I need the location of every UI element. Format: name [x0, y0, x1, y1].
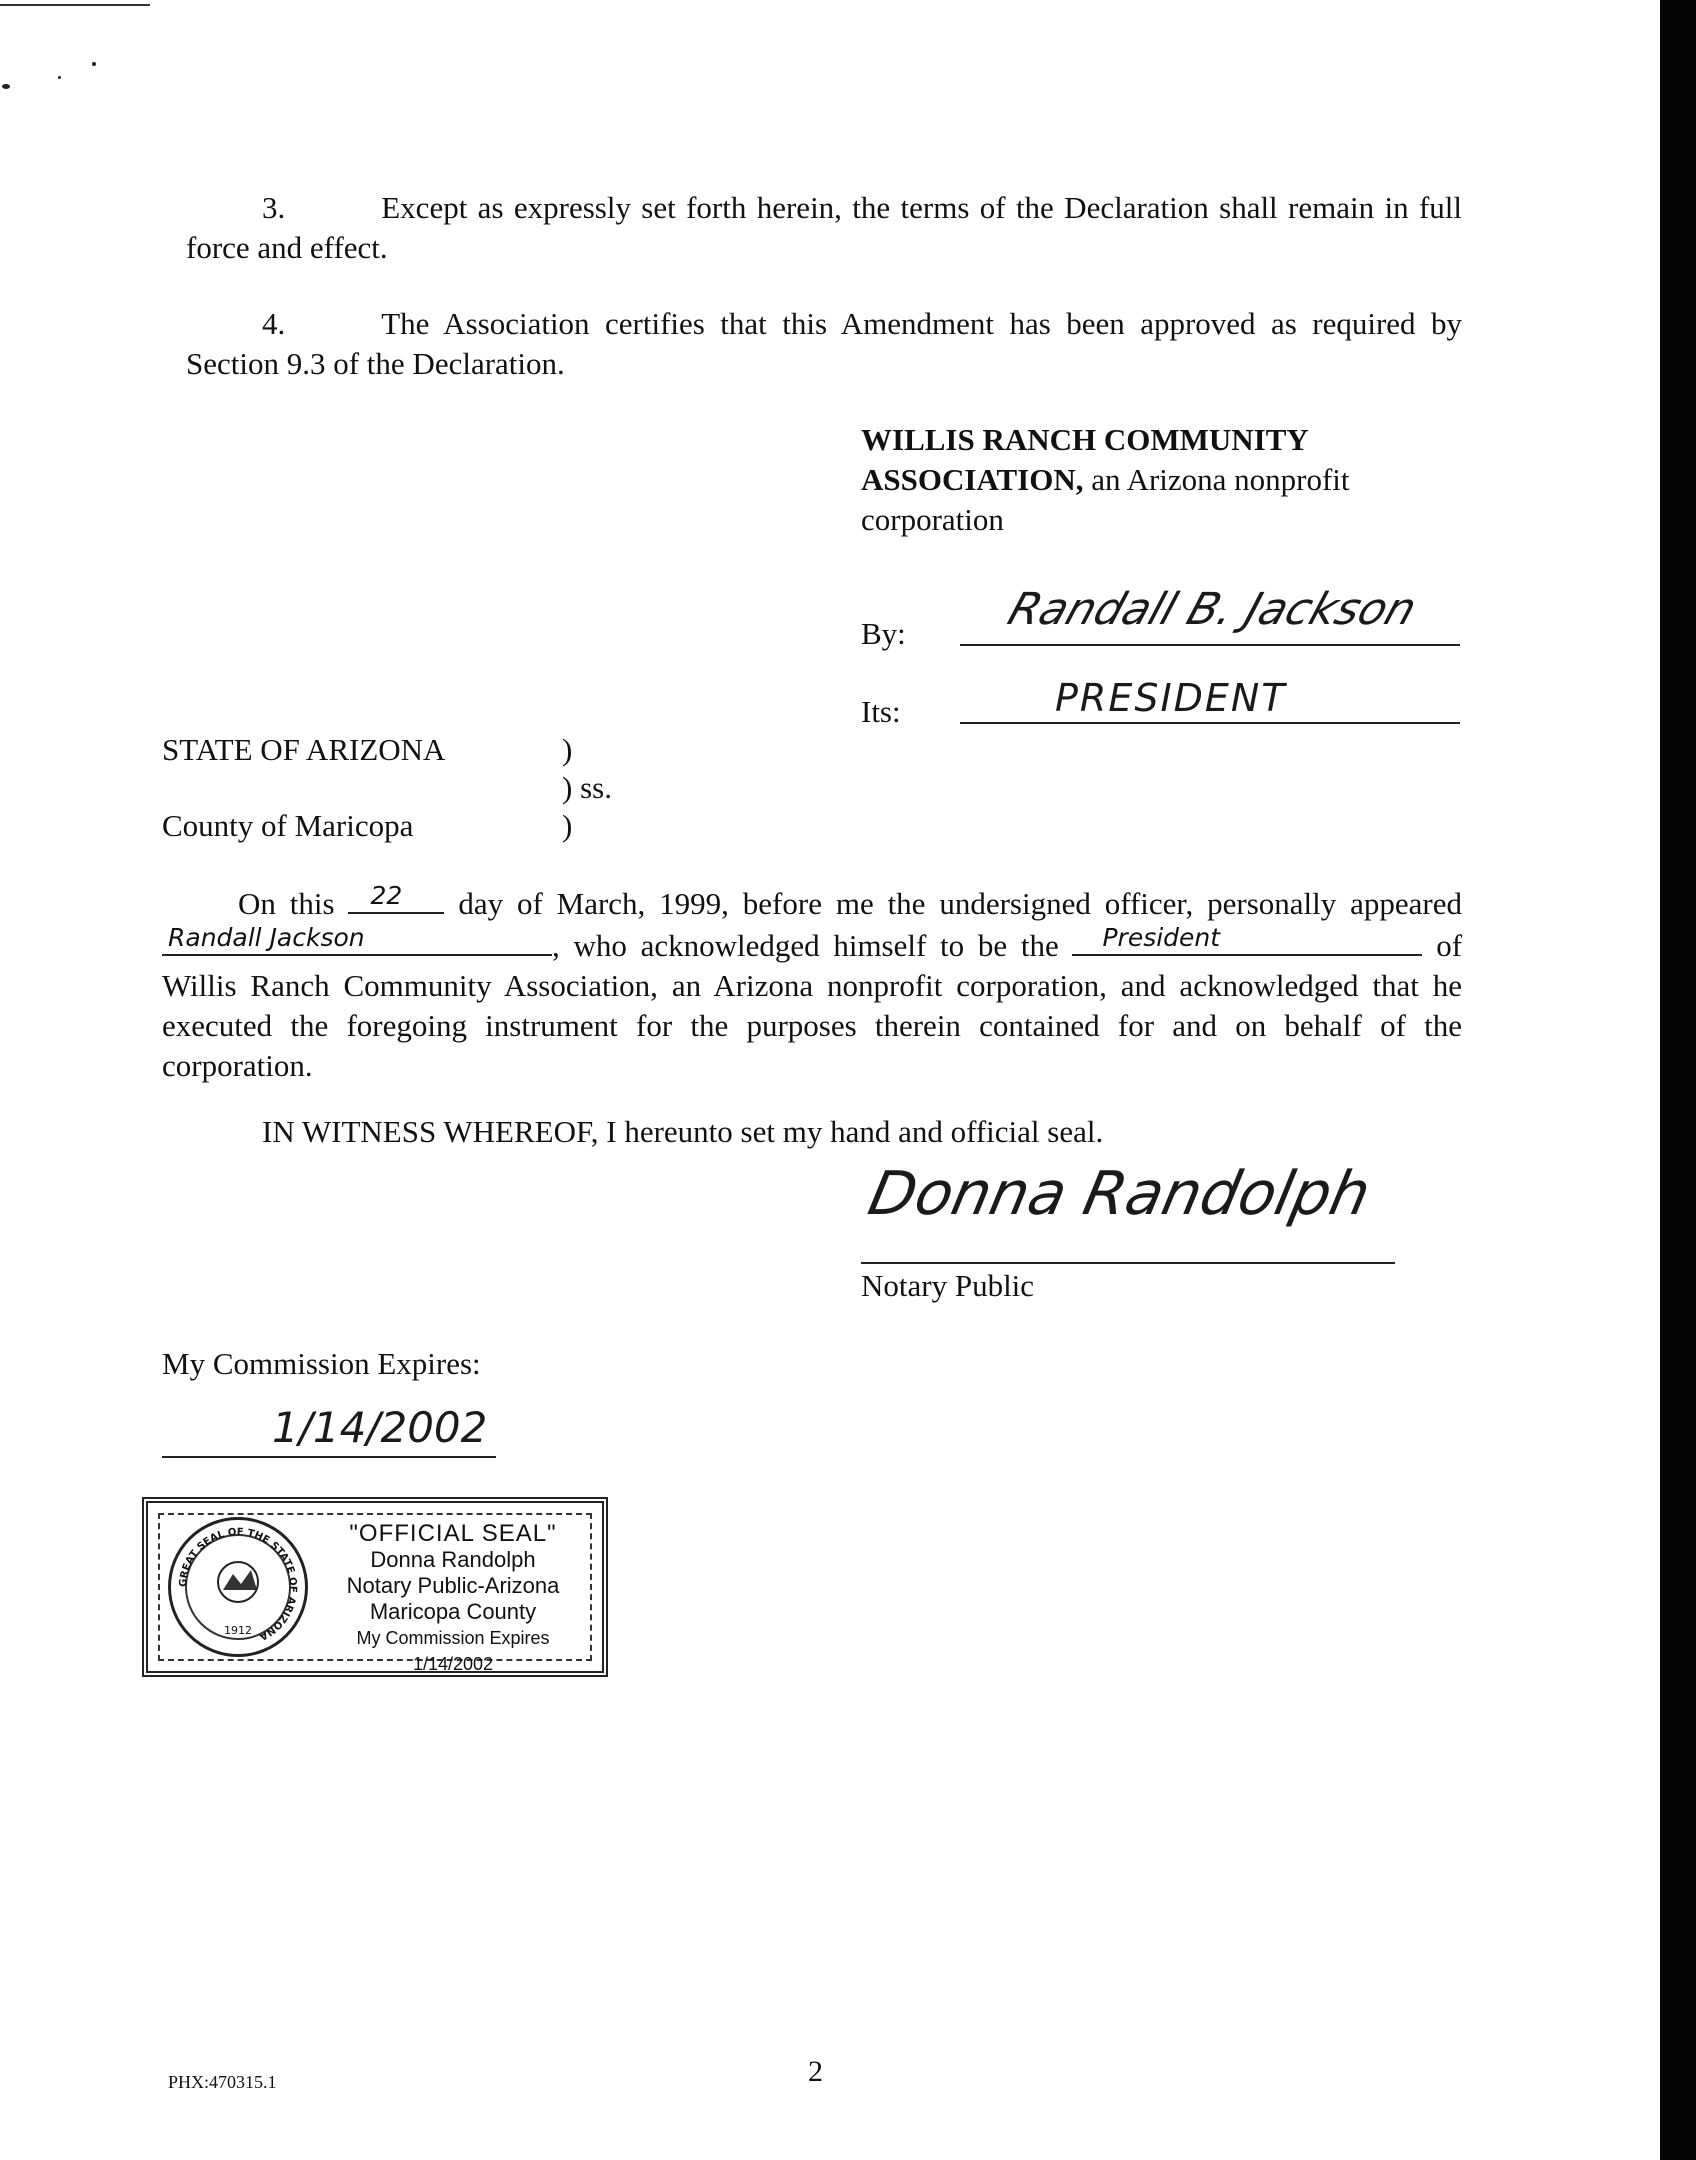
seal-emblem-icon	[171, 1520, 305, 1654]
by-signature-line	[960, 644, 1460, 646]
scan-artifact-line	[0, 4, 150, 6]
ack-text: On this	[238, 886, 335, 921]
day-blank	[348, 882, 444, 914]
seal-ring-text: GREAT SEAL OF THE STATE OF ARIZONA	[177, 1526, 299, 1642]
commission-date-line	[162, 1456, 496, 1458]
paragraph-number: 3.	[262, 190, 286, 225]
stamp-text	[318, 1521, 588, 1677]
venue-county: County of Maricopa	[162, 808, 414, 843]
paragraph-number: 4.	[262, 306, 286, 341]
commission-date-handwritten: 1/14/2002	[272, 1403, 488, 1452]
venue-paren: )	[562, 808, 573, 843]
ack-text: day of March, 1999, before me the undersigned officer, personally appeared	[458, 886, 1462, 921]
president-signature: Randall B. Jackson	[1001, 584, 1423, 635]
scan-speck	[2, 84, 10, 89]
organization-name: WILLIS RANCH COMMUNITY ASSOCIATION,	[861, 422, 1308, 497]
day-handwritten: 22	[370, 881, 403, 910]
stamp-line-expires: My Commission Expires 1/14/2002	[356, 1628, 550, 1674]
ack-text: , who acknowledged himself to be the	[552, 928, 1059, 963]
appeared-name-handwritten: Randall Jackson	[168, 923, 365, 952]
venue-state: STATE OF ARIZONA	[162, 732, 446, 767]
witness-statement: IN WITNESS WHEREOF, I hereunto set my hand and official seal.	[262, 1114, 1104, 1149]
its-line	[960, 722, 1460, 724]
scan-edge	[1660, 0, 1696, 2160]
venue-ss: ) ss.	[562, 770, 612, 805]
stamp-line-official-seal: "OFFICIAL SEAL"	[349, 1520, 557, 1547]
stamp-line-title: Notary Public-Arizona	[346, 1573, 560, 1598]
notary-signature: Donna Randolph	[862, 1159, 1377, 1229]
ack-text: of Willis Ranch Community Association, an Arizona nonprofit corporation, and acknowledged that he executed the foregoing instrument for the purposes therein contained for and on behalf of the corporation.	[162, 928, 1463, 1083]
paragraph-3	[186, 188, 1462, 268]
commission-label: My Commission Expires:	[162, 1346, 481, 1381]
state-seal	[168, 1517, 308, 1657]
its-label: Its:	[861, 694, 901, 729]
notary-stamp	[142, 1497, 608, 1677]
page-number: 2	[808, 2055, 823, 2088]
stamp-line-name: Donna Randolph	[370, 1547, 536, 1572]
scan-speck	[58, 76, 61, 79]
signatory-organization	[861, 420, 1421, 540]
appeared-name-blank	[162, 924, 552, 956]
its-handwritten-title: PRESIDENT	[1055, 676, 1287, 720]
notary-signature-line	[861, 1262, 1395, 1264]
scan-speck	[92, 62, 96, 66]
document-id: PHX:470315.1	[168, 2072, 277, 2092]
paragraph-4	[186, 304, 1462, 384]
stamp-line-county: Maricopa County	[369, 1599, 537, 1624]
paragraph-text: The Association certifies that this Amendment has been approved as required by Section 9.3 of the Declaration.	[186, 306, 1462, 381]
organization-description: an Arizona nonprofit corporation	[861, 462, 1350, 537]
seal-year: 1912	[224, 1624, 252, 1637]
title-handwritten: President	[1102, 923, 1221, 952]
title-blank	[1072, 924, 1422, 956]
paragraph-text: Except as expressly set forth herein, the terms of the Declaration shall remain in full force and effect.	[186, 190, 1462, 265]
venue-paren: )	[562, 732, 573, 767]
acknowledgment-paragraph	[162, 882, 1462, 1086]
by-label: By:	[861, 616, 906, 651]
notary-label: Notary Public	[861, 1268, 1035, 1303]
